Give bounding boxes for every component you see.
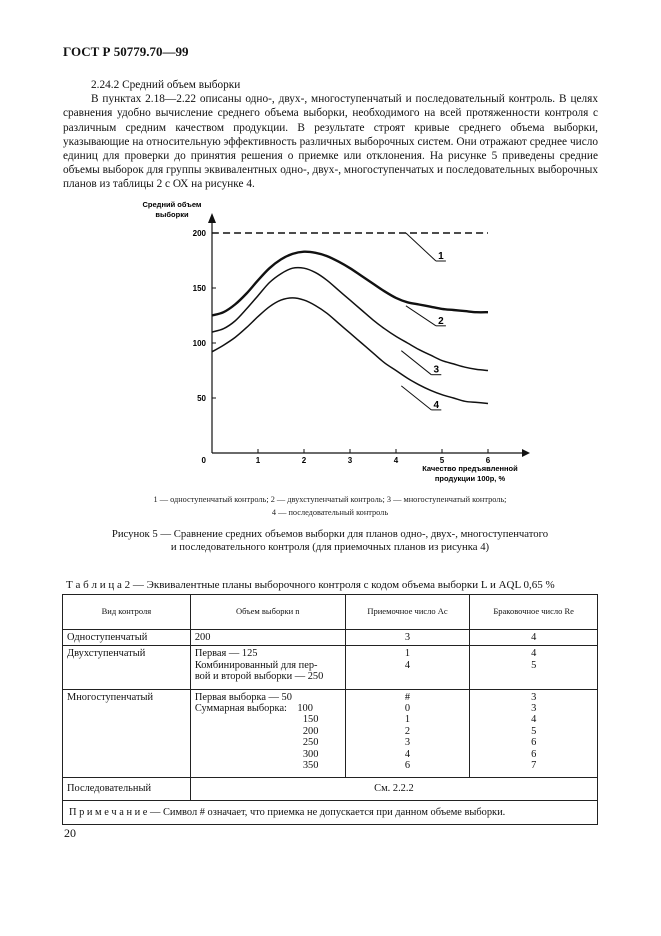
- cell-ac: 3: [345, 630, 470, 646]
- col-header-type: Вид контроля: [63, 595, 191, 630]
- series-2-label: 2: [438, 315, 444, 327]
- x-tick-label: 1: [255, 456, 261, 465]
- x-tick-label: 3: [347, 456, 353, 465]
- table-row: [63, 689, 598, 778]
- series-1-label: 1: [438, 251, 444, 262]
- col-header-re: Браковочное число Re: [470, 595, 598, 630]
- chart-figure-5: [140, 195, 540, 495]
- y-tick-label: 100: [192, 339, 206, 348]
- x-tick-label: 2: [301, 456, 307, 465]
- y-tick-label: 150: [192, 284, 206, 293]
- series-4-leader: [401, 386, 431, 410]
- cell-type: Одноступенчатый: [63, 630, 191, 646]
- cell-size: 200: [190, 630, 345, 646]
- cell-size: Первая выборка — 50 Суммарная выборка: 100 150 200 250 300 350: [190, 689, 345, 778]
- series-4-label: 4: [433, 399, 440, 411]
- caption-line-1: Рисунок 5 — Сравнение средних объемов выборки для планов одно-, двух-, многоступенчатого: [111, 528, 549, 540]
- x-tick-label: 4: [393, 456, 399, 465]
- table-row: [63, 778, 598, 800]
- x-tick-label: 6: [485, 456, 491, 465]
- x-axis-label-line2: продукции 100p, %: [434, 474, 506, 483]
- cell-type: Двухступенчатый: [63, 646, 191, 689]
- section-paragraph: В пунктах 2.18—2.22 описаны одно-, двух-, многоступенчатый и последовательный контроль. В целях сравнения удобно вычисление среднего объема выборки, необходимого на всей протяженности контроля с различным средним качеством продукции. В результате строят кривые среднего объема выборки, указывающие на относительную эффективность различных выборочных систем. Они отражают среднее число единиц для проверки до принятия решения о приемке или отклонения. На рисунке 5 приведены средние объемы выборок для группы эквивалентных одно-, двух-, многоступенчатых и последовательных выборочных планов из таблицы 2 с ОХ на рисунке 4.: [63, 93, 598, 191]
- table-note: П р и м е ч а н и е — Символ # означает, что приемка не допускается при данном объеме выборки.: [63, 800, 598, 824]
- series-3-leader: [401, 351, 431, 375]
- legend-line-1: 1 — одноступенчатый контроль; 2 — двухступенчатый контроль; 3 — многоступенчатый контроль;: [153, 495, 507, 504]
- y-tick-label: 50: [197, 394, 206, 403]
- cell-re: 4: [470, 630, 598, 646]
- x-axis-label-line1: Качество предъявленной: [422, 464, 518, 473]
- cell-type: Многоступенчатый: [63, 689, 191, 778]
- series-4-line: [212, 298, 488, 404]
- page-number: 20: [64, 826, 76, 840]
- series-2-leader: [406, 306, 436, 326]
- series-2-line: [212, 252, 488, 316]
- table-header-row: [63, 595, 598, 630]
- table-row: [63, 646, 598, 689]
- col-header-size: Объем выборки n: [190, 595, 345, 630]
- y-axis-label-line2: выборки: [155, 210, 189, 219]
- x-tick-label: 5: [439, 456, 445, 465]
- x-tick-label: 0: [201, 456, 206, 465]
- section-title: 2.24.2 Средний объем выборки: [91, 79, 241, 91]
- y-axis-arrow: [208, 213, 216, 223]
- col-header-ac: Приемочное число Ac: [345, 595, 470, 630]
- cell-size: Первая — 125 Комбинированный для пер- вой и второй выборки — 250: [190, 646, 345, 689]
- cell-re: 4 5: [470, 646, 598, 689]
- table-note-row: [63, 800, 598, 824]
- caption-line-2: и последовательного контроля (для приемочных планов из рисунка 4): [170, 541, 490, 553]
- y-tick-label: 200: [192, 229, 206, 238]
- cell-ac: # 0 1 2 3 4 6: [345, 689, 470, 778]
- cell-reference: См. 2.2.2: [190, 778, 597, 800]
- series-3-line: [212, 268, 488, 371]
- sampling-plans-table: [62, 594, 598, 825]
- table-title: Т а б л и ц а 2 — Эквивалентные планы выборочного контроля с кодом объема выборки L и AQL 0,65 %: [66, 579, 555, 591]
- figure-caption: [90, 528, 570, 554]
- cell-type: Последовательный: [63, 778, 191, 800]
- doc-header: ГОСТ Р 50779.70—99: [63, 44, 189, 59]
- figure-legend: [90, 493, 570, 519]
- y-axis-label-line1: Средний объем: [142, 200, 202, 209]
- legend-line-2: 4 — последовательный контроль: [271, 508, 389, 517]
- x-axis-arrow: [522, 449, 530, 457]
- section-text: [63, 78, 598, 192]
- cell-re: 3 3 4 5 6 6 7: [470, 689, 598, 778]
- series-3-label: 3: [433, 364, 440, 376]
- series-1-leader: [406, 233, 436, 261]
- cell-ac: 1 4: [345, 646, 470, 689]
- table-row: [63, 630, 598, 646]
